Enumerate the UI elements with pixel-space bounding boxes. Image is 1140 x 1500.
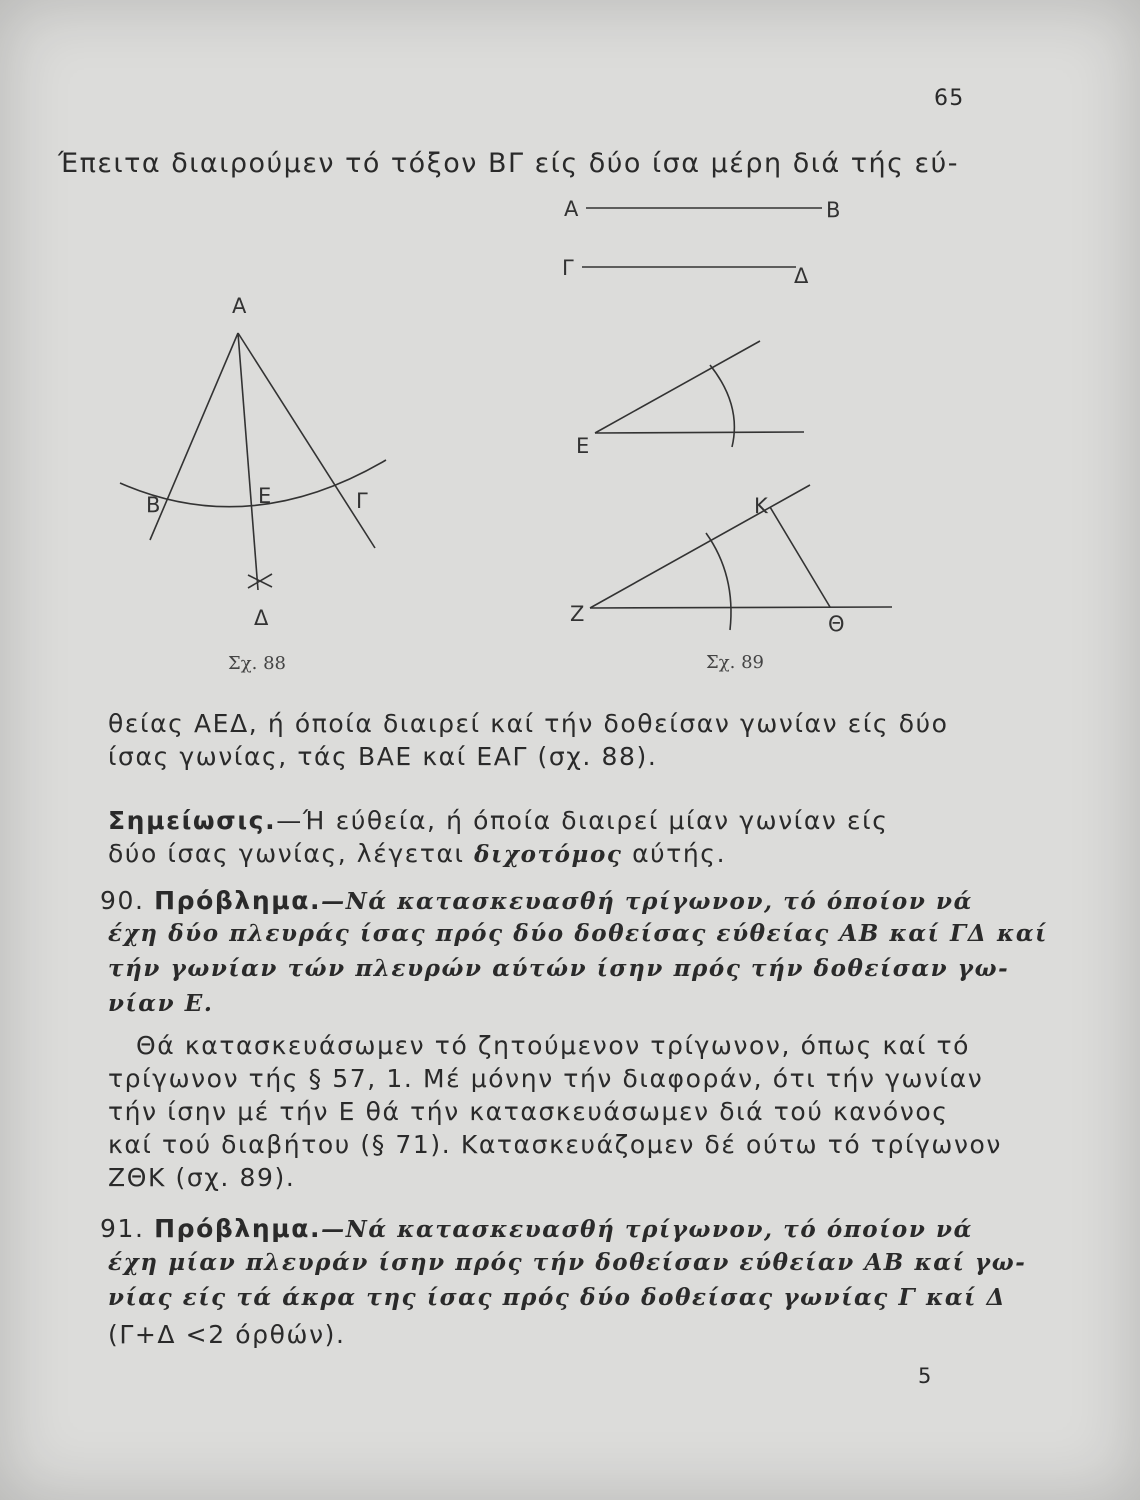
para1-line-2: ίσας γωνίας, τάς ΒΑΕ καί ΕΑΓ (σχ. 88). <box>108 742 658 771</box>
problem90-solution-5: ΖΘΚ (σχ. 89). <box>108 1163 296 1192</box>
fig89-angle-e-arc <box>710 365 734 447</box>
problem91-statement-1: —Νά κατασκευασθή τρίγωνον, τό όποίον νά <box>321 1216 973 1243</box>
problem90-number: 90. <box>100 886 145 915</box>
intro-line: Έπειτα διαιρούμεν τό τόξον ΒΓ είς δύο ίσα μέρη διά τής εύ- <box>58 148 960 179</box>
problem90-solution-4: καί τού διαβήτου (§ 71). Κατασκευάζομεν δέ ούτω τό τρίγωνον <box>108 1130 1002 1159</box>
note-term: διχοτόμος <box>474 841 623 868</box>
fig88-ray-ab <box>150 333 238 540</box>
fig88-ray-ag <box>238 333 375 548</box>
fig89-label-th: Θ <box>828 612 845 636</box>
problem91-line-1 <box>100 1214 973 1243</box>
problem90-line-1 <box>100 886 973 915</box>
note-heading: Σημείωσις. <box>108 806 277 835</box>
problem91-title: Πρόβλημα. <box>154 1214 322 1243</box>
fig89-angle-e-ray1 <box>595 341 760 433</box>
fig89-label-e: Ε <box>576 434 590 458</box>
fig89-triangle-kth <box>770 507 830 607</box>
fig89-label-a: Α <box>564 197 579 221</box>
problem90-solution-2: τρίγωνον τής § 57, 1. Μέ μόνην τήν διαφοράν, ότι τήν γωνίαν <box>108 1064 984 1093</box>
fig88-label-b: Β <box>146 493 161 517</box>
problem90-statement-4: νίαν Ε. <box>108 990 214 1017</box>
signature-mark: 5 <box>918 1364 933 1388</box>
page-number: 65 <box>934 86 965 111</box>
fig89-angle-e-ray2 <box>595 432 804 433</box>
problem90-statement-3: τήν γωνίαν τών πλευρών αύτών ίσην πρός τήν δοθείσαν γω- <box>108 955 1010 982</box>
fig88-caption: Σχ. 88 <box>228 653 286 674</box>
fig88-label-g: Γ <box>356 489 368 513</box>
problem91-statement-3: νίας είς τά άκρα της ίσας πρός δύο δοθείσας γωνίας Γ καί Δ <box>108 1284 1006 1311</box>
fig88-label-a: Α <box>232 294 247 318</box>
fig89-triangle-zk <box>590 485 810 608</box>
fig88-label-d: Δ <box>254 606 269 630</box>
fig89-label-b: Β <box>826 198 841 222</box>
fig89-label-k: Κ <box>754 494 768 518</box>
note-line-2 <box>108 839 726 868</box>
note-text: —Ή εύθεία, ή όποία διαιρεί μίαν γωνίαν είς <box>276 806 889 835</box>
fig88-label-e: Ε <box>258 484 272 508</box>
fig89-caption: Σχ. 89 <box>706 652 764 673</box>
problem91-statement-2: έχη μίαν πλευράν ίσην πρός τήν δοθείσαν εύθείαν ΑΒ καί γω- <box>108 1249 1027 1276</box>
problem91-number: 91. <box>100 1214 145 1243</box>
fig89-triangle-arc <box>706 533 731 630</box>
problem91-condition: (Γ+Δ <2 όρθών). <box>108 1320 346 1349</box>
figure-89 <box>550 185 920 685</box>
note-line-1 <box>108 806 888 835</box>
problem90-title: Πρόβλημα. <box>154 886 322 915</box>
problem90-statement-1: —Νά κατασκευασθή τρίγωνον, τό όποίον νά <box>321 888 973 915</box>
fig89-label-z: Ζ <box>570 602 585 626</box>
note-line2-start: δύο ίσας γωνίας, λέγεται <box>108 839 465 868</box>
figure-88 <box>100 285 420 685</box>
problem90-statement-2: έχη δύο πλευράς ίσας πρός δύο δοθείσας εύθείας ΑΒ καί ΓΔ καί <box>108 920 1048 947</box>
note-line2-end: αύτής. <box>632 839 727 868</box>
fig89-label-d: Δ <box>794 264 809 288</box>
problem90-solution-1: Θά κατασκευάσωμεν τό ζητούμενον τρίγωνον, όπως καί τό <box>136 1031 971 1060</box>
fig89-label-g: Γ <box>562 256 574 280</box>
fig89-triangle-zth <box>590 607 892 608</box>
para1-line-1: θείας ΑΕΔ, ή όποία διαιρεί καί τήν δοθείσαν γωνίαν είς δύο <box>108 709 949 738</box>
fig88-bisector <box>238 333 258 590</box>
problem90-solution-3: τήν ίσην μέ τήν Ε θά τήν κατασκευάσωμεν διά τού κανόνος <box>108 1097 949 1126</box>
